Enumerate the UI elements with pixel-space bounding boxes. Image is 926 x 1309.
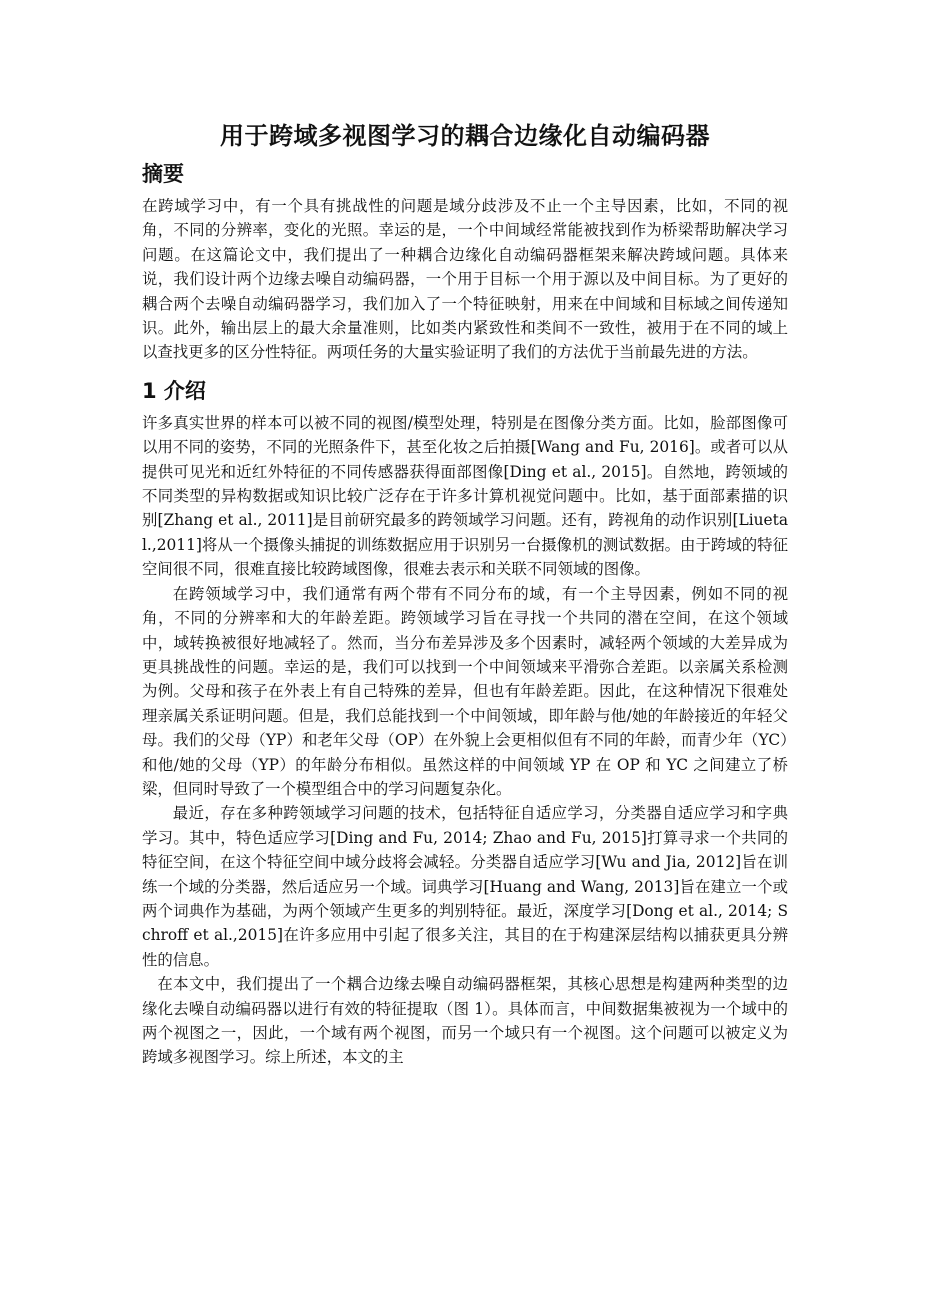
section-gap	[142, 365, 788, 371]
abstract-paragraph: 在跨域学习中，有一个具有挑战性的问题是域分歧涉及不止一个主导因素，比如，不同的视角，不同的分辨率，变化的光照。幸运的是，一个中间域经常能被找到作为桥梁帮助解决学习问题。在这篇论文中，我们提出了一种耦合边缘化自动编码器框架来解决跨域问题。具体来说，我们设计两个边缘去噪自动编码器，一个用于目标一个用于源以及中间目标。为了更好的耦合两个去噪自动编码器学习，我们加入了一个特征映射，用来在中间域和目标域之间传递知识。此外，输出层上的最大余量准则，比如类内紧致性和类间不一致性，被用于在不同的域上以查找更多的区分性特征。两项任务的大量实验证明了我们的方法优于当前最先进的方法。	[142, 197, 788, 362]
intro-paragraph-1: 许多真实世界的样本可以被不同的视图/模型处理，特别是在图像分类方面。比如，脸部图像可以用不同的姿势，不同的光照条件下，甚至化妆之后拍摄[Wang and Fu, 2016]。或者可以从提供可见光和近红外特征的不同传感器获得面部图像[Ding et al., 2015]。自然地，跨领域的不同类型的异构数据或知识比较广泛存在于许多计算机视觉问题中。比如，基于面部素描的识别[Zhang et al., 2011]是目前研究最多的跨领域学习问题。还有，跨视角的动作识别[Liuetal.,2011]将从一个摄像头捕捉的训练数据应用于识别另一台摄像机的测试数据。由于跨域的特征空间很不同，很难直接比较跨域图像，很难去表示和关联不同领域的图像。	[142, 413, 788, 579]
abstract-heading: 摘要	[142, 162, 184, 186]
intro-paragraph-2: 在跨领域学习中，我们通常有两个带有不同分布的域，有一个主导因素，例如不同的视角，不同的分辨率和大的年龄差距。跨领域学习旨在寻找一个共同的潜在空间，在这个领域中，域转换被很好地减轻了。然而，当分布差异涉及多个因素时，减轻两个领域的大差异成为更具挑战性的问题。幸运的是，我们可以找到一个中间领域来平滑弥合差距。以亲属关系检测为例。父母和孩子在外表上有自己特殊的差异，但也有年龄差距。因此，在这种情况下很难处理亲属关系证明问题。但是，我们总能找到一个中间领域，即年龄与他/她的年龄接近的年轻父母。我们的父母（YP）和老年父母（OP）在外貌上会更相似但有不同的年龄，而青少年（YC）和他/她的父母（YP）的年龄分布相似。虽然这样的中间领域 YP 在 OP 和 YC 之间建立了桥梁，但同时导致了一个模型组合中的学习问题复杂化。	[142, 584, 788, 798]
intro-paragraph-4: 在本文中，我们提出了一个耦合边缘去噪自动编码器框架，其核心思想是构建两种类型的边缘化去噪自动编码器以进行有效的特征提取（图 1）。具体而言，中间数据集被视为一个域中的两个视图之一，因此，一个域有两个视图，而另一个域只有一个视图。这个问题可以被定义为跨域多视图学习。综上所述，本文的主	[142, 975, 788, 1067]
intro-heading: 1 介绍	[142, 378, 206, 403]
paper-page	[142, 118, 788, 1070]
paper-title: 用于跨域多视图学习的耦合边缘化自动编码器	[220, 122, 710, 150]
intro-paragraph-3: 最近，存在多种跨领域学习问题的技术，包括特征自适应学习，分类器自适应学习和字典学习。其中，特色适应学习[Ding and Fu, 2014; Zhao and Fu, 2015]打算寻求一个共同的特征空间，在这个特征空间中域分歧将会减轻。分类器自适应学习[Wu and Jia, 2012]旨在训练一个域的分类器，然后适应另一个域。词典学习[Huang and Wang, 2013]旨在建立一个或两个词典作为基础，为两个领域产生更多的判别特征。最近，深度学习[Dong et al., 2014; Schroff et al.,2015]在许多应用中引起了很多关注，其目的在于构建深层结构以捕获更具分辨性的信息。	[142, 804, 788, 969]
